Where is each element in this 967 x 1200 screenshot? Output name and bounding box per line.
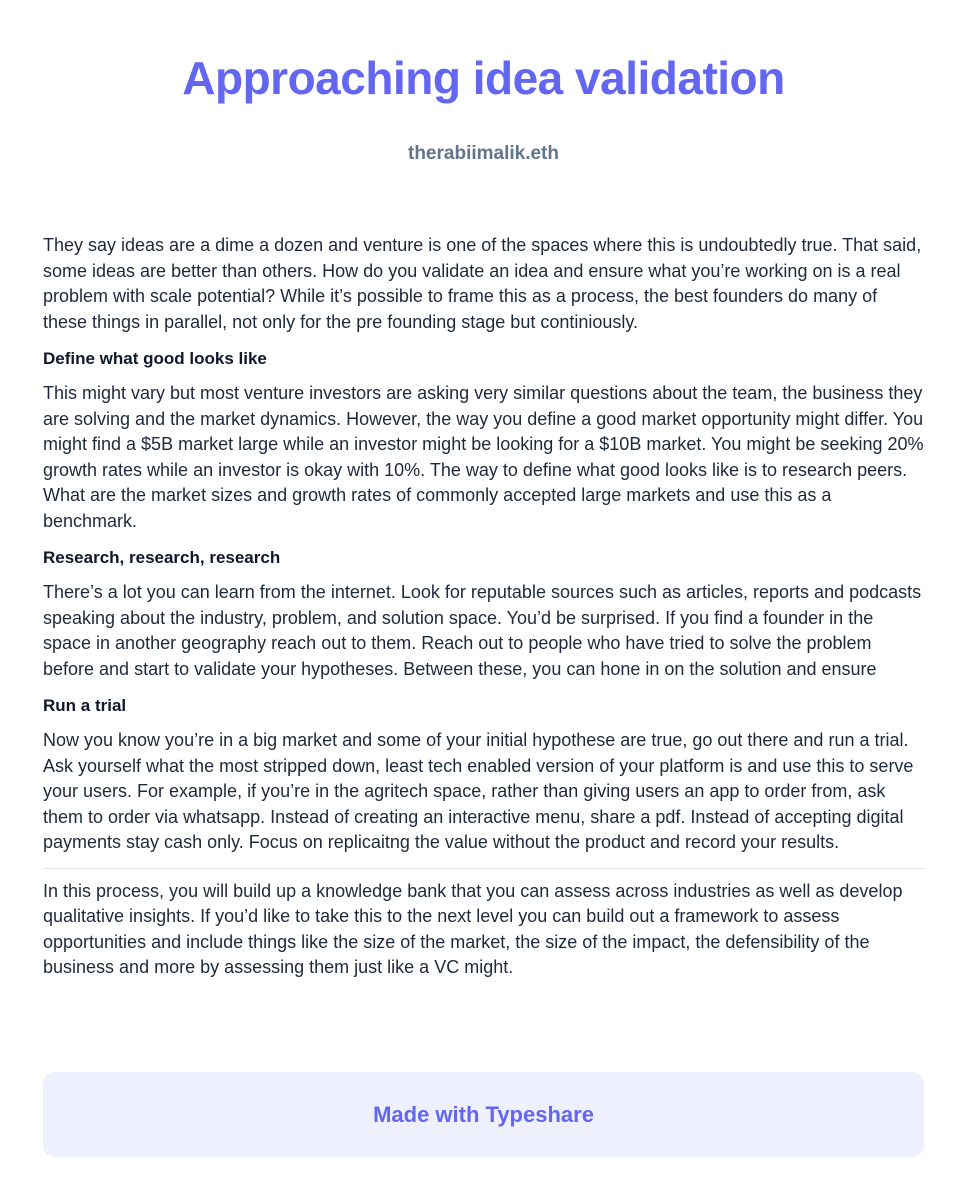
intro-paragraph: They say ideas are a dime a dozen and venture is one of the spaces where this is undoubtedly true. That said, some ideas are better than others. How do you validate an idea and ensure what you’re working on is a real problem with scale potential? While it’s possible to frame this as a process, the best founders do many of these things in parallel, not only for the pre founding stage but continiously.: [43, 235, 922, 332]
article-body: [43, 233, 924, 981]
author-name: therabiimalik.eth: [408, 143, 559, 164]
section-heading-research: Research, research, research: [43, 548, 281, 567]
page-title: Approaching idea validation: [182, 52, 785, 104]
typeshare-footer[interactable]: [43, 1072, 924, 1157]
section-heading-define: Define what good looks like: [43, 349, 267, 368]
section-heading-trial: Run a trial: [43, 696, 127, 715]
divider: [43, 868, 924, 869]
section-body-research: There’s a lot you can learn from the internet. Look for reputable sources such as articles, reports and podcasts speaking about the industry, problem, and solution space. You’d be surprised. If you find a founder in the space in another geography reach out to them. Reach out to people who have tried to solve the problem before and start to validate your hypotheses. Between these, you can hone in on the solution and ensure: [43, 582, 922, 679]
footer-label: Made with Typeshare: [373, 1101, 594, 1127]
section-body-trial: Now you know you’re in a big market and some of your initial hypothese are true, go out there and run a trial. Ask yourself what the most stripped down, least tech enabled version of your platform is and use this to serve your users. For example, if you’re in the agritech space, rather than giving users an app to order from, ask them to order via whatsapp. Instead of creating an interactive menu, share a pdf. Instead of accepting digital payments stay cash only. Focus on replicaitng the value without the product and record your results.: [43, 730, 914, 852]
section-body-define: This might vary but most venture investors are asking very similar questions about the team, the business they are solving and the market dynamics. However, the way you define a good market opportunity might differ. You might find a $5B market large while an investor might be looking for a $10B market. You might be seeking 20% growth rates while an investor is okay with 10%. The way to define what good looks like is to research peers. What are the market sizes and growth rates of commonly accepted large markets and use this as a benchmark.: [43, 383, 924, 531]
conclusion-paragraph: In this process, you will build up a knowledge bank that you can assess across industries as well as develop qualitative insights. If you’d like to take this to the next level you can build out a framework to assess opportunities and include things like the size of the market, the size of the impact, the defensibility of the business and more by assessing them just like a VC might.: [43, 880, 903, 977]
